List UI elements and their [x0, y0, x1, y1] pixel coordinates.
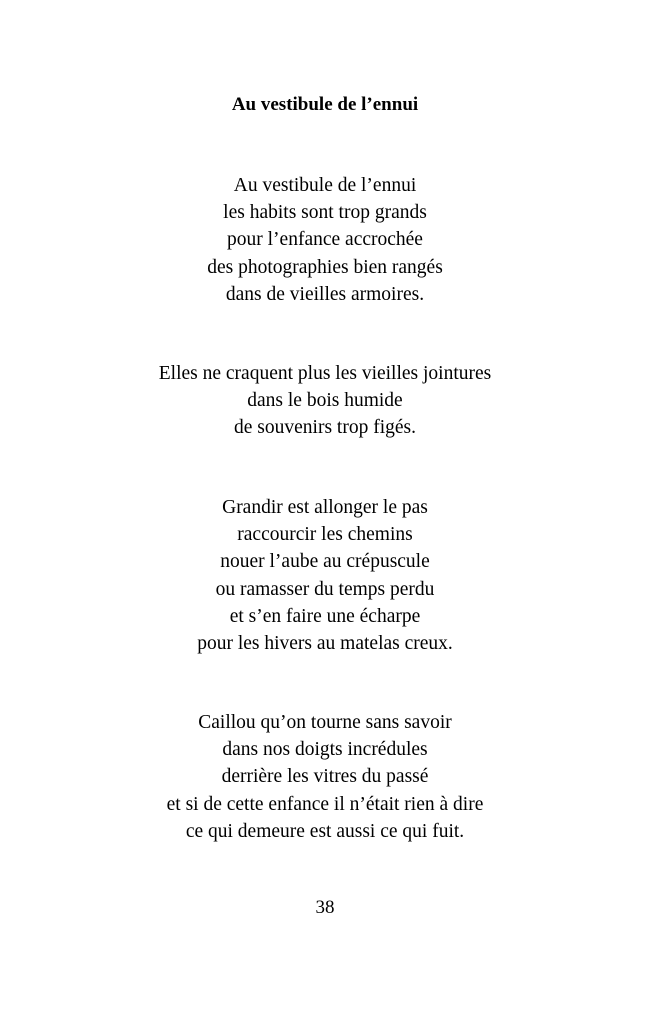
poem-line: et s’en faire une écharpe — [229, 605, 421, 627]
poem-line: et si de cette enfance il n’était rien à dire — [166, 793, 484, 815]
poem-line: derrière les vitres du passé — [221, 766, 429, 788]
page-number: 38 — [315, 897, 335, 918]
poem-line: Caillou qu’on tourne sans savoir — [198, 712, 452, 733]
poem-line: ou ramasser du temps perdu — [215, 578, 435, 600]
poem-line: nouer l’aube au crépuscule — [220, 551, 430, 573]
poem-line: Au vestibule de l’ennui — [233, 175, 417, 196]
poem-line: pour l’enfance accrochée — [227, 229, 423, 251]
poem-line: ce qui demeure est aussi ce qui fuit. — [185, 820, 465, 842]
poem-line: de souvenirs trop figés. — [234, 417, 416, 439]
poem-line: raccourcir les chemins — [237, 524, 413, 546]
poem-line: dans le bois humide — [247, 390, 403, 412]
stanza-4 — [0, 709, 650, 845]
poem-line: dans de vieilles armoires. — [225, 283, 425, 305]
poem-line: dans nos doigts incrédules — [222, 739, 428, 761]
poem-line: Elles ne craquent plus les vieilles jointures — [158, 363, 492, 384]
poem-line: pour les hivers au matelas creux. — [197, 633, 453, 655]
stanza-1 — [0, 172, 650, 308]
poem-line: les habits sont trop grands — [223, 202, 427, 224]
stanza-2 — [0, 360, 650, 442]
poem-line: Grandir est allonger le pas — [222, 497, 428, 518]
poem-line: des photographies bien rangés — [207, 256, 443, 278]
poem-title: Au vestibule de l’ennui — [231, 94, 419, 115]
stanza-3 — [0, 494, 650, 657]
